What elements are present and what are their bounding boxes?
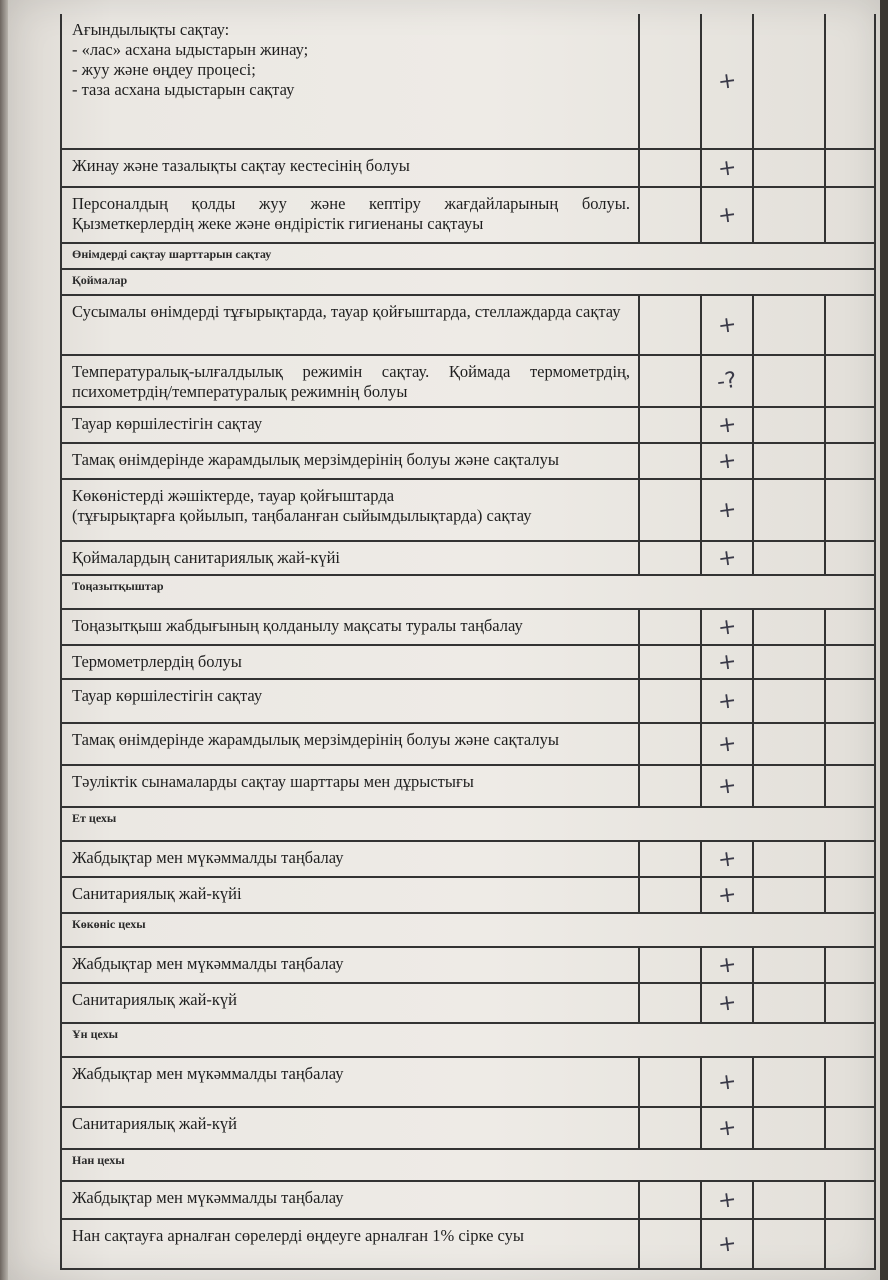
- compliance-cell: [702, 610, 754, 644]
- empty-cell: [640, 1220, 702, 1268]
- handwritten-mark: +: [716, 154, 738, 182]
- table-row: [62, 646, 874, 680]
- empty-cell: [640, 1108, 702, 1148]
- table-row: [62, 878, 874, 914]
- requirement-text: Нан сақтауға арналған сөрелерді өңдеуге арналған 1% сірке суы: [72, 1226, 524, 1245]
- requirement-cell: [62, 408, 640, 442]
- empty-cell: [640, 542, 702, 574]
- compliance-cell: [702, 444, 754, 478]
- empty-cell: [640, 610, 702, 644]
- requirement-cell: [62, 542, 640, 574]
- requirement-text: Температуралық-ылғалдылық режимін сақтау. Қоймада термометрдің, психометрдің/температуралық режимнің болуы: [72, 362, 630, 401]
- empty-cell: [754, 842, 826, 876]
- requirement-text: Санитариялық жай-күй: [72, 1114, 237, 1133]
- handwritten-mark: +: [716, 772, 738, 800]
- requirement-text: Жинау және тазалықты сақтау кестесінің болуы: [72, 156, 410, 175]
- handwritten-mark: +: [716, 496, 738, 524]
- empty-cell: [640, 444, 702, 478]
- requirement-cell: [62, 766, 640, 806]
- requirement-cell: [62, 680, 640, 722]
- requirement-text: Сусымалы өнімдерді тұғырықтарда, тауар қойғыштарда, стеллаждарда сақтау: [72, 302, 621, 321]
- requirement-cell: [62, 610, 640, 644]
- handwritten-mark: +: [716, 67, 738, 95]
- section-heading: Ұн цехы: [62, 1024, 874, 1058]
- requirement-cell: [62, 842, 640, 876]
- handwritten-mark: +: [716, 447, 738, 475]
- empty-cell: [826, 480, 874, 540]
- empty-cell: [754, 14, 826, 148]
- compliance-cell: [702, 766, 754, 806]
- compliance-cell: [702, 1220, 754, 1268]
- requirement-cell: [62, 14, 640, 148]
- empty-cell: [754, 542, 826, 574]
- table-row: [62, 1058, 874, 1108]
- empty-cell: [640, 984, 702, 1022]
- empty-cell: [754, 984, 826, 1022]
- empty-cell: [826, 948, 874, 982]
- requirement-text: Тамақ өнімдерінде жарамдылық мерзімдерінің болуы және сақталуы: [72, 450, 559, 469]
- table-row: [62, 1108, 874, 1150]
- empty-cell: [826, 542, 874, 574]
- requirement-text: (тұғырықтарға қойылып, таңбаланған сыйымдылықтарда) сақтау: [72, 506, 532, 525]
- empty-cell: [826, 188, 874, 242]
- requirement-cell: [62, 724, 640, 764]
- handwritten-mark: +: [716, 881, 738, 909]
- compliance-cell: [702, 542, 754, 574]
- empty-cell: [826, 878, 874, 912]
- compliance-cell: [702, 14, 754, 148]
- empty-cell: [826, 150, 874, 186]
- empty-cell: [640, 724, 702, 764]
- table-row: [62, 444, 874, 480]
- empty-cell: [826, 984, 874, 1022]
- empty-cell: [640, 480, 702, 540]
- compliance-cell: [702, 408, 754, 442]
- empty-cell: [640, 408, 702, 442]
- requirement-cell: [62, 356, 640, 406]
- empty-cell: [826, 646, 874, 678]
- empty-cell: [754, 724, 826, 764]
- requirement-text: Жабдықтар мен мүкәммалды таңбалау: [72, 848, 344, 867]
- compliance-cell: [702, 1182, 754, 1218]
- table-row: [62, 724, 874, 766]
- compliance-cell: [702, 724, 754, 764]
- compliance-cell: [702, 480, 754, 540]
- requirement-cell: [62, 480, 640, 540]
- empty-cell: [754, 1220, 826, 1268]
- empty-cell: [640, 878, 702, 912]
- empty-cell: [640, 766, 702, 806]
- empty-cell: [640, 188, 702, 242]
- empty-cell: [826, 680, 874, 722]
- compliance-cell: [702, 984, 754, 1022]
- empty-cell: [640, 296, 702, 354]
- empty-cell: [826, 766, 874, 806]
- empty-cell: [826, 724, 874, 764]
- requirement-cell: [62, 296, 640, 354]
- requirement-text: Жабдықтар мен мүкәммалды таңбалау: [72, 1064, 344, 1083]
- handwritten-mark: +: [716, 544, 738, 572]
- empty-cell: [640, 842, 702, 876]
- page-edge-shadow: [0, 0, 8, 1280]
- table-row: [62, 188, 874, 244]
- table-row: [62, 408, 874, 444]
- handwritten-mark: +: [716, 411, 738, 439]
- empty-cell: [640, 646, 702, 678]
- empty-cell: [754, 766, 826, 806]
- section-heading: Тоңазытқыштар: [62, 576, 874, 610]
- empty-cell: [826, 408, 874, 442]
- requirement-text: - жуу және өңдеу процесі;: [72, 60, 256, 79]
- empty-cell: [640, 14, 702, 148]
- handwritten-mark: +: [716, 1186, 738, 1214]
- empty-cell: [754, 480, 826, 540]
- empty-cell: [640, 1058, 702, 1106]
- empty-cell: [826, 1182, 874, 1218]
- table-row: [62, 948, 874, 984]
- compliance-cell: [702, 948, 754, 982]
- empty-cell: [640, 948, 702, 982]
- requirement-text: Термометрлердің болуы: [72, 652, 242, 671]
- empty-cell: [826, 14, 874, 148]
- requirement-text: Ағындылықты сақтау:: [72, 20, 230, 39]
- empty-cell: [640, 1182, 702, 1218]
- document-page: [8, 0, 880, 1280]
- empty-cell: [826, 610, 874, 644]
- requirement-text: Санитариялық жай-күйі: [72, 884, 242, 903]
- requirement-cell: [62, 1182, 640, 1218]
- compliance-cell: [702, 296, 754, 354]
- compliance-cell: [702, 188, 754, 242]
- empty-cell: [826, 1058, 874, 1106]
- empty-cell: [826, 842, 874, 876]
- table-row: [62, 150, 874, 188]
- empty-cell: [754, 444, 826, 478]
- empty-cell: [754, 296, 826, 354]
- table-row: [62, 1182, 874, 1220]
- empty-cell: [754, 610, 826, 644]
- section-heading: Көкөніс цехы: [62, 914, 874, 948]
- section-heading: Нан цехы: [62, 1150, 874, 1182]
- empty-cell: [640, 356, 702, 406]
- requirement-cell: [62, 444, 640, 478]
- empty-cell: [826, 1220, 874, 1268]
- compliance-cell: [702, 1108, 754, 1148]
- handwritten-mark: +: [716, 1114, 738, 1142]
- compliance-cell: [702, 646, 754, 678]
- empty-cell: [754, 408, 826, 442]
- requirement-text: Жабдықтар мен мүкәммалды таңбалау: [72, 1188, 344, 1207]
- handwritten-mark: +: [716, 1068, 738, 1096]
- inspection-checklist-table: [60, 14, 876, 1270]
- empty-cell: [754, 1108, 826, 1148]
- empty-cell: [826, 444, 874, 478]
- compliance-cell: [702, 356, 754, 406]
- handwritten-mark: +: [716, 648, 738, 676]
- section-heading: Ет цехы: [62, 808, 874, 842]
- empty-cell: [754, 878, 826, 912]
- requirement-text: Көкөністерді жәшіктерде, тауар қойғыштарда: [72, 486, 395, 505]
- requirement-cell: [62, 646, 640, 678]
- table-row: [62, 984, 874, 1024]
- requirement-text: Персоналдың қолды жуу және кептіру жағдайларының болуы. Қызметкерлердің жеке және өндірістік гигиенаны сақтауы: [72, 194, 630, 233]
- table-row: [62, 680, 874, 724]
- empty-cell: [826, 1108, 874, 1148]
- requirement-text: Қоймалардың санитариялық жай-күйі: [72, 548, 341, 567]
- empty-cell: [640, 680, 702, 722]
- empty-cell: [826, 356, 874, 406]
- requirement-cell: [62, 188, 640, 242]
- compliance-cell: [702, 878, 754, 912]
- requirement-text: Тауар көршілестігін сақтау: [72, 686, 263, 705]
- handwritten-mark: +: [716, 845, 738, 873]
- section-heading: Қоймалар: [62, 270, 874, 296]
- requirement-text: - таза асхана ыдыстарын сақтау: [72, 80, 295, 99]
- compliance-cell: [702, 680, 754, 722]
- requirement-text: Санитариялық жай-күй: [72, 990, 237, 1009]
- requirement-text: Тамақ өнімдерінде жарамдылық мерзімдерінің болуы және сақталуы: [72, 730, 559, 749]
- requirement-cell: [62, 1220, 640, 1268]
- handwritten-mark: +: [716, 613, 738, 641]
- table-row: [62, 356, 874, 408]
- requirement-text: Тәуліктік сынамаларды сақтау шарттары мен дұрыстығы: [72, 772, 474, 791]
- empty-cell: [754, 188, 826, 242]
- compliance-cell: [702, 842, 754, 876]
- table-row: [62, 14, 874, 150]
- requirement-text: - «лас» асхана ыдыстарын жинау;: [72, 40, 309, 59]
- empty-cell: [826, 296, 874, 354]
- requirement-text: Тоңазытқыш жабдығының қолданылу мақсаты туралы таңбалау: [72, 616, 523, 635]
- handwritten-mark: +: [716, 730, 738, 758]
- compliance-cell: [702, 150, 754, 186]
- empty-cell: [754, 150, 826, 186]
- handwritten-mark: +: [716, 311, 738, 339]
- empty-cell: [754, 1182, 826, 1218]
- handwritten-mark: +: [716, 687, 738, 715]
- handwritten-mark: +: [716, 1230, 738, 1258]
- handwritten-mark: +: [716, 989, 738, 1017]
- requirement-cell: [62, 1058, 640, 1106]
- empty-cell: [754, 356, 826, 406]
- section-heading: Өнімдерді сақтау шарттарын сақтау: [62, 244, 874, 270]
- requirement-text: Жабдықтар мен мүкәммалды таңбалау: [72, 954, 344, 973]
- table-row: [62, 610, 874, 646]
- requirement-cell: [62, 878, 640, 912]
- handwritten-mark: +: [716, 201, 738, 229]
- handwritten-mark: -?: [715, 367, 739, 395]
- handwritten-mark: +: [716, 951, 738, 979]
- compliance-cell: [702, 1058, 754, 1106]
- table-row: [62, 1220, 874, 1270]
- empty-cell: [640, 150, 702, 186]
- empty-cell: [754, 1058, 826, 1106]
- table-row: [62, 542, 874, 576]
- empty-cell: [754, 646, 826, 678]
- table-row: [62, 842, 874, 878]
- requirement-cell: [62, 150, 640, 186]
- table-row: [62, 296, 874, 356]
- empty-cell: [754, 680, 826, 722]
- requirement-text: Тауар көршілестігін сақтау: [72, 414, 263, 433]
- requirement-cell: [62, 1108, 640, 1148]
- empty-cell: [754, 948, 826, 982]
- requirement-cell: [62, 984, 640, 1022]
- requirement-cell: [62, 948, 640, 982]
- table-row: [62, 480, 874, 542]
- table-row: [62, 766, 874, 808]
